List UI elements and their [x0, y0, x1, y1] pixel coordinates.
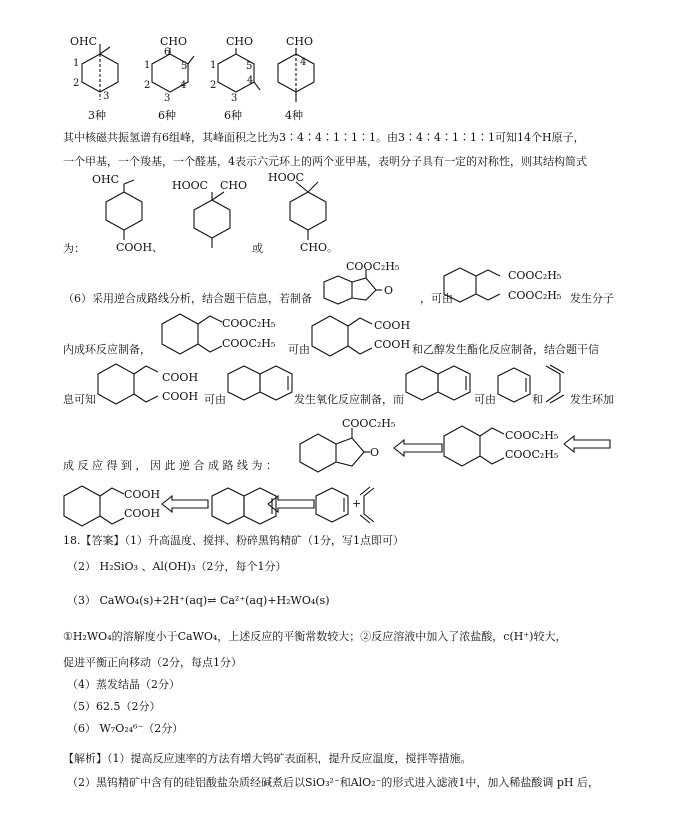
cyclohexane-ring: [150, 48, 200, 108]
retro-arrow: [268, 496, 316, 512]
label-or: 或: [252, 242, 263, 255]
answer-3: （3） CaWO₄(s)+2H⁺(aq)⇌ Ca²⁺(aq)+H₂WO₄(s): [67, 594, 330, 607]
isomer-count: 6种: [158, 109, 176, 122]
isomer-count: 4种: [285, 109, 303, 122]
para-line: 一个甲基，一个羧基，一个醛基，4表示六元环上的两个亚甲基，表明分子具有一定的对称性，则其结构简式: [63, 155, 587, 168]
label-wei: 为：: [63, 242, 85, 255]
retro-arrow: [564, 436, 612, 452]
cyclohexane-ring: [216, 48, 268, 108]
analysis-1: 【解析】（1）提高反应速率的方法有增大钨矿表面积，提升反应温度，搅拌等措施。: [63, 752, 472, 765]
answer-6: （6） W₇O₂₄⁶⁻（2分）: [67, 722, 184, 735]
analysis-2: （2）黑钨精矿中含有的硅铝酸盐杂质经碱煮后以SiO₃²⁻和AlO₂⁻的形式进入滤液1中，加入稀盐酸调 pH 后，: [67, 776, 600, 789]
para-line: （6）采用逆合成路线分析，结合题干信息，若制备: [63, 292, 312, 305]
answer-4: （4）蒸发结晶（2分）: [67, 678, 180, 691]
answer-5: （5）62.5（2分）: [67, 700, 161, 713]
retro-arrow: [162, 496, 210, 512]
para-line: 其中核磁共振氢谱有6组峰，其峰面积之比为3∶4∶4∶1∶1∶1。由3∶4∶4∶1∶1∶1可知14个H原子，: [63, 131, 585, 144]
answer-2: （2） H₂SiO₃ 、Al(OH)₃（2分，每个1分）: [67, 560, 287, 573]
substituent-label: CHO: [286, 35, 314, 48]
q18-head: 18.【答案】（1）升高温度、搅拌、粉碎黑钨精矿（1分，写1点即可）: [63, 534, 404, 547]
isomer-count: 6种: [224, 109, 242, 122]
substituent-label: CHO: [226, 35, 254, 48]
substituent-label: OHC: [70, 35, 98, 48]
substituent-label: CHO: [160, 35, 188, 48]
answer-3-explain-cont: 促进平衡正向移动（2分，每点1分）: [63, 656, 242, 669]
isomer-count: 3种: [88, 109, 106, 122]
retro-arrow: [394, 440, 444, 456]
answer-3-explain: ①H₂WO₄的溶解度小于CaWO₄，上述反应的平衡常数较大；②反应溶液中加入了浓盐酸，c(H⁺)较大，: [63, 630, 567, 643]
